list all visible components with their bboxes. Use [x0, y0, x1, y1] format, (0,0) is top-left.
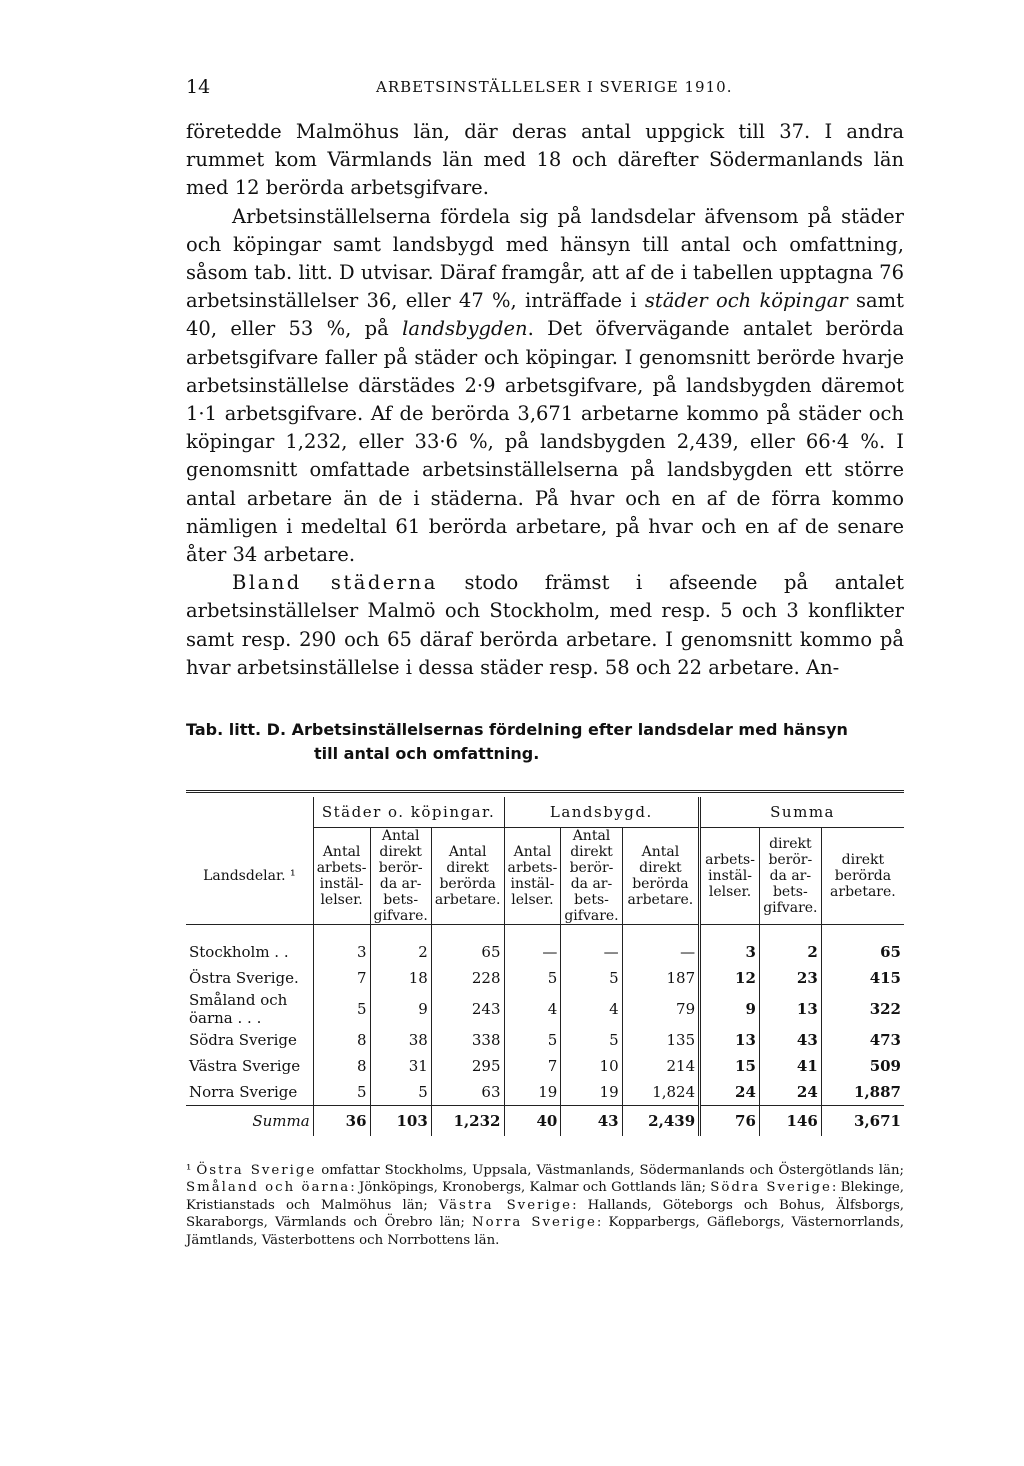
- page: [186, 70, 904, 1249]
- col-landsdelar: Landsdelar. ¹: [186, 828, 313, 925]
- cell: 65: [431, 925, 504, 966]
- cell: 4: [504, 991, 561, 1027]
- row-label: Stockholm . .: [189, 943, 289, 962]
- cell: 31: [370, 1053, 431, 1079]
- cell: 5: [561, 1027, 622, 1053]
- cell: 10: [561, 1053, 622, 1079]
- col-total-strikes: arbets-instäl-lelser.: [700, 828, 760, 925]
- cell: 4: [561, 991, 622, 1027]
- column-header-row: [186, 828, 904, 925]
- cell: 63: [431, 1079, 504, 1106]
- footnote-text-5: : Kopparbergs, Gäfleborgs, Västernorrlands, Jämtlands, Västerbottens och Norrbottens län.: [186, 1215, 904, 1248]
- statistics-table: [186, 790, 904, 1136]
- cell: 43: [561, 1106, 622, 1137]
- cell: 9: [700, 991, 760, 1027]
- cell: 65: [821, 925, 904, 966]
- cell: 1,824: [622, 1079, 700, 1106]
- cell: —: [622, 925, 700, 966]
- paragraph-2-emphasis-1: städer och köpingar: [644, 289, 848, 313]
- col-country-strikes: Antal arbets-instäl-lelser.: [504, 828, 561, 925]
- table-sum-row: [186, 1106, 904, 1137]
- paragraph-1: [186, 118, 904, 203]
- paragraph-2: [186, 203, 904, 570]
- cell: 5: [370, 1079, 431, 1106]
- paragraph-1-text: företedde Malmöhus län, där deras antal uppgick till 37. I andra rummet kom Värmlands län med 18 och därefter Södermanlands län med 12 berörda arbetsgifvare.: [186, 120, 904, 200]
- cell: 473: [821, 1027, 904, 1053]
- cell: 36: [313, 1106, 370, 1137]
- cell: 5: [313, 1079, 370, 1106]
- row-label: Södra Sverige: [189, 1031, 297, 1050]
- cell: 76: [700, 1106, 760, 1137]
- paragraph-3-text: stodo främst i afseende på antalet arbetsinställelser Malmö och Stockholm, med resp. 5 och 3 konflikter samt resp. 290 och 65 däraf berörda arbetare. I genomsnitt kommo på hvar arbetsinställelse i dessa städer resp. 58 och 22 arbetare. An-: [186, 571, 904, 679]
- cell: 15: [700, 1053, 760, 1079]
- footnote-region-5: Norra Sverige: [472, 1215, 597, 1231]
- row-label: Småland och öarna . . .: [189, 991, 288, 1028]
- table-title: [186, 718, 904, 766]
- footnote-region-4: Västra Sverige: [438, 1197, 573, 1213]
- cell: 338: [431, 1027, 504, 1053]
- cell: 187: [622, 965, 700, 991]
- cell: 7: [313, 965, 370, 991]
- cell: 415: [821, 965, 904, 991]
- cell: 214: [622, 1053, 700, 1079]
- page-number: 14: [186, 76, 211, 98]
- footnote-region-3: Södra Sverige: [710, 1180, 832, 1196]
- cell: 322: [821, 991, 904, 1027]
- cell: 79: [622, 991, 700, 1027]
- paragraph-3: [186, 569, 904, 682]
- table-row: [186, 925, 904, 966]
- table-title-line-2: till antal och omfattning.: [314, 744, 540, 764]
- cell: 12: [700, 965, 760, 991]
- table-row: [186, 991, 904, 1027]
- footnote-region-2: Småland och öarna: [186, 1180, 351, 1196]
- cell: 40: [504, 1106, 561, 1137]
- cell: 5: [313, 991, 370, 1027]
- group-header-row: [186, 797, 904, 828]
- cell: 13: [759, 991, 821, 1027]
- group-countryside: Landsbygd.: [504, 797, 700, 828]
- cell: 3,671: [821, 1106, 904, 1137]
- body-text: [186, 118, 904, 682]
- footnote-text-2: : Jönköpings, Kronobergs, Kalmar och Gottlands län;: [350, 1180, 711, 1196]
- cell: 9: [370, 991, 431, 1027]
- footnote-text-4: : Hallands, Göteborgs och Bohus, Älfsborgs, Skaraborgs, Värmlands och Örebro län;: [186, 1197, 904, 1231]
- cell: —: [561, 925, 622, 966]
- cell: 8: [313, 1053, 370, 1079]
- cell: 7: [504, 1053, 561, 1079]
- col-cities-workers: Antal direkt berörda arbetare.: [431, 828, 504, 925]
- cell: 23: [759, 965, 821, 991]
- footnote-text-3: : Blekinge, Kristianstads och Malmöhus län;: [186, 1180, 904, 1213]
- cell: 8: [313, 1027, 370, 1053]
- cell: 19: [561, 1079, 622, 1106]
- cell: 243: [431, 991, 504, 1027]
- cell: 146: [759, 1106, 821, 1137]
- footnote-region-1: Östra Sverige: [196, 1163, 317, 1179]
- cell: 135: [622, 1027, 700, 1053]
- row-label: Västra Sverige: [189, 1057, 301, 1076]
- table-row: [186, 965, 904, 991]
- cell: 13: [700, 1027, 760, 1053]
- cell: 2: [370, 925, 431, 966]
- footnote: [186, 1162, 904, 1249]
- row-label: Norra Sverige: [189, 1083, 298, 1102]
- paragraph-2-emphasis-2: landsbygden: [402, 317, 528, 341]
- cell: 103: [370, 1106, 431, 1137]
- col-country-workers: Antal direkt berörda arbetare.: [622, 828, 700, 925]
- table-row: [186, 1079, 904, 1106]
- col-total-employers: direkt berör-da ar-bets-gifvare.: [759, 828, 821, 925]
- cell: 1,887: [821, 1079, 904, 1106]
- col-cities-employers: Antal direkt berör-da ar-bets-gifvare.: [370, 828, 431, 925]
- col-cities-strikes: Antal arbets-instäl-lelser.: [313, 828, 370, 925]
- cell: 5: [504, 1027, 561, 1053]
- paragraph-2-text-b: samt 40, eller 53 %, på: [186, 289, 904, 341]
- footnote-text-1: omfattar Stockholms, Uppsala, Västmanlands, Södermanlands och Östergötlands län;: [316, 1163, 905, 1179]
- cell: 41: [759, 1053, 821, 1079]
- cell: 3: [313, 925, 370, 966]
- cell: 3: [700, 925, 760, 966]
- cell: 19: [504, 1079, 561, 1106]
- cell: 24: [700, 1079, 760, 1106]
- cell: 1,232: [431, 1106, 504, 1137]
- cell: 2,439: [622, 1106, 700, 1137]
- group-total: Summa: [700, 797, 904, 828]
- paragraph-3-spaced: Bland städerna: [232, 571, 438, 595]
- cell: 24: [759, 1079, 821, 1106]
- paragraph-2-text-a: Arbetsinställelserna fördela sig på landsdelar äfvensom på städer och köpingar samt landsbygd med hänsyn till antal och omfattning, såsom tab. litt. D utvisar. Däraf framgår, att af de i tabellen upptagna 76 arbetsinställelser 36, eller 47 %, inträffade i: [186, 204, 904, 313]
- cell: 5: [561, 965, 622, 991]
- page-header: [186, 70, 904, 104]
- footnote-marker: ¹: [186, 1163, 197, 1179]
- cell: 228: [431, 965, 504, 991]
- table-row: [186, 1053, 904, 1079]
- cell: 38: [370, 1027, 431, 1053]
- cell: 2: [759, 925, 821, 966]
- cell: 43: [759, 1027, 821, 1053]
- cell: 18: [370, 965, 431, 991]
- row-label: Östra Sverige.: [189, 969, 299, 988]
- col-country-employers: Antal direkt berör-da ar-bets-gifvare.: [561, 828, 622, 925]
- col-total-workers: direkt berörda arbetare.: [821, 828, 904, 925]
- sum-label: Summa: [186, 1106, 313, 1137]
- cell: —: [504, 925, 561, 966]
- table-title-line-1: Tab. litt. D. Arbetsinställelsernas fördelning efter landsdelar med hänsyn: [186, 720, 848, 740]
- paragraph-2-text-c: . Det öfvervägande antalet berörda arbetsgifvare faller på städer och köpingar. I genomsnitt berörde hvarje arbetsinställelse därstädes 2·9 arbetsgifvare, på landsbygden däremot 1·1 arbetsgifvare. Af de berörda 3,671 arbetarne kommo på städer och köpingar 1,232, eller 33·6 %, på landsbygden 2,439, eller 66·4 %. I genomsnitt omfattade arbetsinställelserna på landsbygden ett större antal arbetare än de i städerna. På hvar och en af de förra kommo nämligen i medeltal 61 berörda arbetare, på hvar och en af de senare åter 34 arbetare.: [186, 317, 904, 567]
- cell: 509: [821, 1053, 904, 1079]
- table-row: [186, 1027, 904, 1053]
- group-cities: Städer o. köpingar.: [313, 797, 504, 828]
- running-title: ARBETSINSTÄLLELSER I SVERIGE 1910.: [376, 78, 733, 96]
- cell: 295: [431, 1053, 504, 1079]
- cell: 5: [504, 965, 561, 991]
